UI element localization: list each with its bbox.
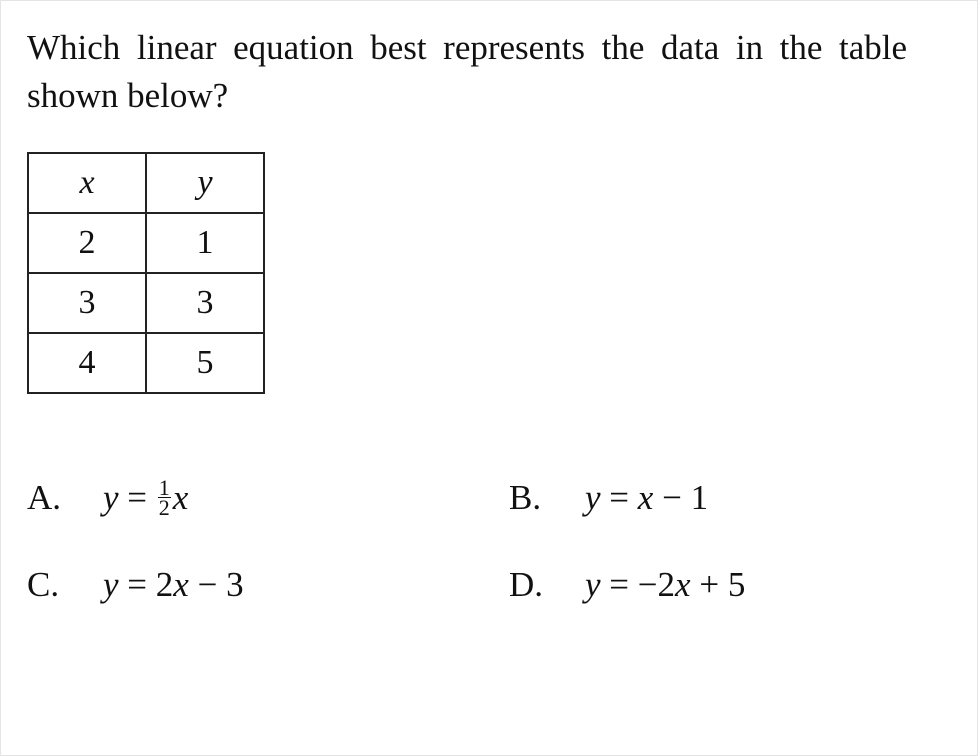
equation-constant: + 5 bbox=[690, 565, 746, 604]
question-text: Which linear equation best represents the data in the table shown below? bbox=[27, 28, 907, 115]
equals-sign: = bbox=[118, 478, 156, 517]
equation-constant: − 3 bbox=[188, 565, 244, 604]
table-row bbox=[28, 273, 264, 333]
equals-sign: = bbox=[118, 565, 156, 604]
table-cell-y: 5 bbox=[146, 333, 264, 393]
equation-constant: − 1 bbox=[653, 478, 709, 517]
table-cell-x: 2 bbox=[28, 213, 146, 273]
equation-lhs: y bbox=[585, 478, 601, 517]
fraction-denominator: 2 bbox=[158, 495, 170, 521]
table-row bbox=[28, 213, 264, 273]
equation-variable: x bbox=[675, 565, 691, 604]
choice-letter: B. bbox=[509, 478, 542, 517]
column-header-y: y bbox=[146, 153, 264, 213]
answer-choice-a[interactable] bbox=[27, 475, 189, 521]
equation-lhs: y bbox=[585, 565, 601, 604]
equation-coefficient: −2 bbox=[637, 565, 676, 604]
answer-choice-d[interactable] bbox=[509, 565, 745, 605]
table-cell-x: 3 bbox=[28, 273, 146, 333]
fraction-numerator: 1 bbox=[158, 475, 170, 501]
equation-variable: x bbox=[637, 478, 654, 517]
data-table bbox=[27, 152, 265, 394]
answer-choice-b[interactable] bbox=[509, 478, 708, 518]
choice-letter: C. bbox=[27, 565, 60, 604]
fraction-one-half bbox=[158, 475, 171, 521]
choice-letter: A. bbox=[27, 478, 62, 517]
equation-variable: x bbox=[172, 478, 189, 517]
answer-choice-c[interactable] bbox=[27, 565, 244, 605]
column-header-x: x bbox=[28, 153, 146, 213]
equation-lhs: y bbox=[103, 565, 119, 604]
table-cell-x: 4 bbox=[28, 333, 146, 393]
equals-sign: = bbox=[600, 478, 638, 517]
table-cell-y: 1 bbox=[146, 213, 264, 273]
equation-coefficient: 2 bbox=[155, 565, 174, 604]
choice-letter: D. bbox=[509, 565, 544, 604]
equals-sign: = bbox=[600, 565, 638, 604]
equation-variable: x bbox=[173, 565, 189, 604]
table-cell-y: 3 bbox=[146, 273, 264, 333]
table-header-row bbox=[28, 153, 264, 213]
equation-lhs: y bbox=[103, 478, 119, 517]
table-row bbox=[28, 333, 264, 393]
